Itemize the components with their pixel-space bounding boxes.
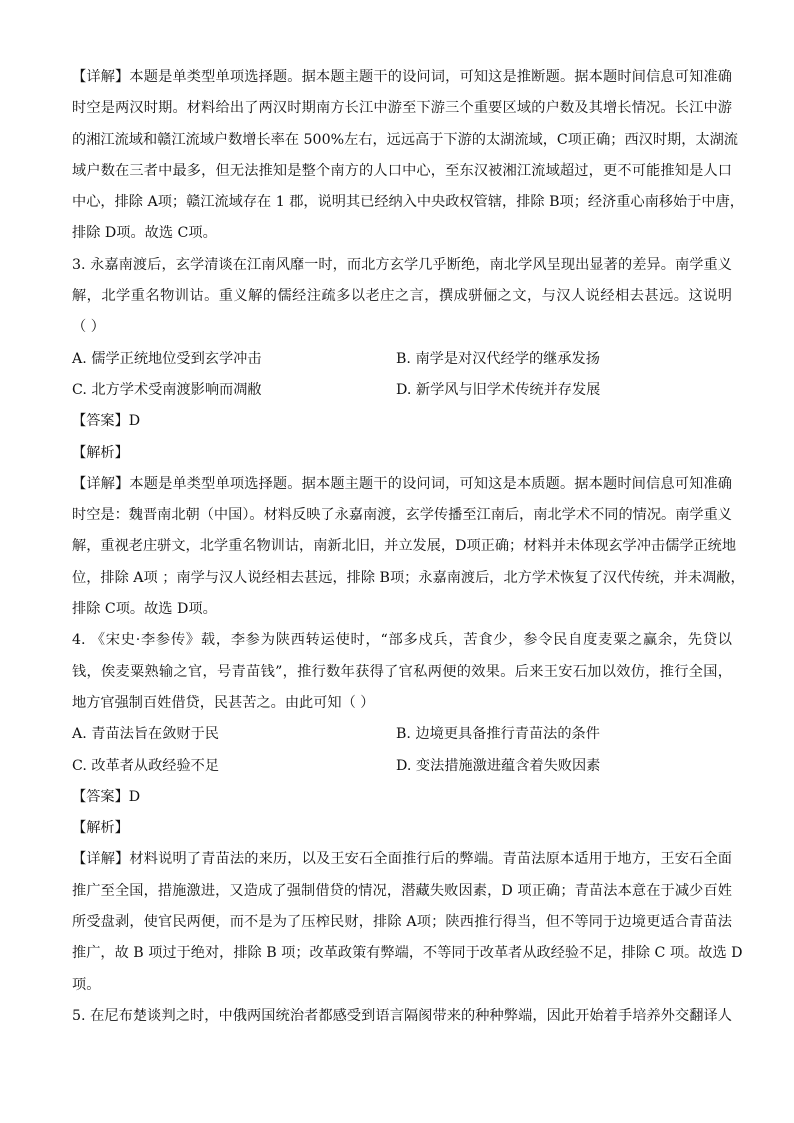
options-row [72,719,732,750]
text-line: 的湘江流域和赣江流域户数增长率在 500%左右，远远高于下游的太湖流域，C项正确；西汉时期，太湖流 [72,131,738,148]
option-a: A. 青苗法旨在敛财于民 [72,726,219,743]
text-line: 时空是两汉时期。材料给出了两汉时期南方长江中游至下游三个重要区域的户数及其增长情况。长江中游 [72,100,732,117]
question-stem-line: （ ） [72,319,105,336]
text-line: 位，排除 A项 ；南学与汉人说经相去甚远，排除 B项；永嘉南渡后，北方学术恢复了汉代传统，并未凋敝， [72,569,745,586]
option-d: D. 变法措施激进蕴含着失败因素 [396,757,601,774]
text-line: 项。 [72,976,101,993]
answer-line: 【答案】D [72,413,141,430]
answer-line: 【答案】D [72,788,141,805]
text-line: 中心，排除 A项；赣江流域存在 1 郡，说明其已经纳入中央政权管辖，排除 B项；经济重心南移始于中唐， [72,194,744,211]
text-line: 所受盘剥，使官民两便，而不是为了压榨民财，排除 A项；陕西推行得当，但不等同于边境更适合青苗法 [72,914,732,931]
question-4 [72,625,743,1001]
question-stem-line: 解，北学重名物训诂。重义解的儒经注疏多以老庄之言，撰成骈俪之文，与汉人说经相去甚远。这说明 [72,288,732,305]
options-row [72,375,732,406]
question-stem-line: 4. 《宋史·李参传》载，李参为陕西转运使时，“部多戍兵，苦食少，参令民自度麦粟之赢余，先贷以 [72,632,732,649]
q2-detail-paragraph [72,62,744,250]
option-c: C. 北方学术受南渡影响而凋敝 [72,381,262,398]
question-5 [72,1001,732,1032]
text-line: 推广，故 B 项过于绝对，排除 B 项；改革政策有弊端，不等同于改革者从政经验不足，排除 C 项。故选 D [72,945,743,962]
document-body [72,62,745,1032]
option-b: B. 边境更具备推行青苗法的条件 [396,726,600,743]
text-line: 排除 C项。故选 D项。 [72,601,217,618]
question-stem-line: 地方官强制百姓借贷，民甚苦之。由此可知（ ） [72,694,375,711]
analysis-label: 【解析】 [72,820,129,837]
text-line: 【详解】本题是单类型单项选择题。据本题主题干的设问词，可知这是推断题。据本题时间信息可知准确 [72,69,732,85]
question-stem-line: 5. 在尼布楚谈判之时，中俄两国统治者都感受到语言隔阂带来的种种弊端，因此开始着手培养外交翻译人 [72,1007,732,1024]
question-3 [72,250,745,626]
question-stem-line: 钱，俟麦粟熟输之官，号青苗钱”，推行数年获得了官私两便的效果。后来王安石加以效仿，推行全国， [72,663,732,680]
question-stem-line: 3. 永嘉南渡后，玄学清谈在江南风靡一时，而北方玄学几乎断绝，南北学风呈现出显著的差异。南学重义 [72,256,732,273]
options-row [72,751,732,782]
option-a: A. 儒学正统地位受到玄学冲击 [72,350,262,367]
text-line: 解，重视老庄骈文，北学重名物训诂，南新北旧，并立发展，D项正确；材料并未体现玄学冲击儒学正统地 [72,538,737,555]
text-line: 域户数在三者中最多，但无法推知是整个南方的人口中心，至东汉被湘江流域超过，更不可能推知是人口 [72,162,732,179]
text-line: 【详解】材料说明了青苗法的来历，以及王安石全面推行后的弊端。青苗法原本适用于地方，王安石全面 [72,851,732,868]
option-d: D. 新学风与旧学术传统并存发展 [396,381,601,398]
analysis-label: 【解析】 [72,444,129,461]
options-row [72,344,732,375]
text-line: 推广至全国，措施激进，又造成了强制借贷的情况，潜藏失败因素，D 项正确；青苗法本意在于减少百姓 [72,882,732,899]
option-b: B. 南学是对汉代经学的继承发扬 [396,350,600,367]
option-c: C. 改革者从政经验不足 [72,757,220,774]
text-line: 【详解】本题是单类型单项选择题。据本题主题干的设问词，可知这是本质题。据本题时间信息可知准确 [72,475,732,492]
text-line: 排除 D项。故选 C项。 [72,225,217,242]
text-line: 时空是：魏晋南北朝（中国）。材料反映了永嘉南渡，玄学传播至江南后，南北学术不同的情况。南学重义 [72,507,732,524]
